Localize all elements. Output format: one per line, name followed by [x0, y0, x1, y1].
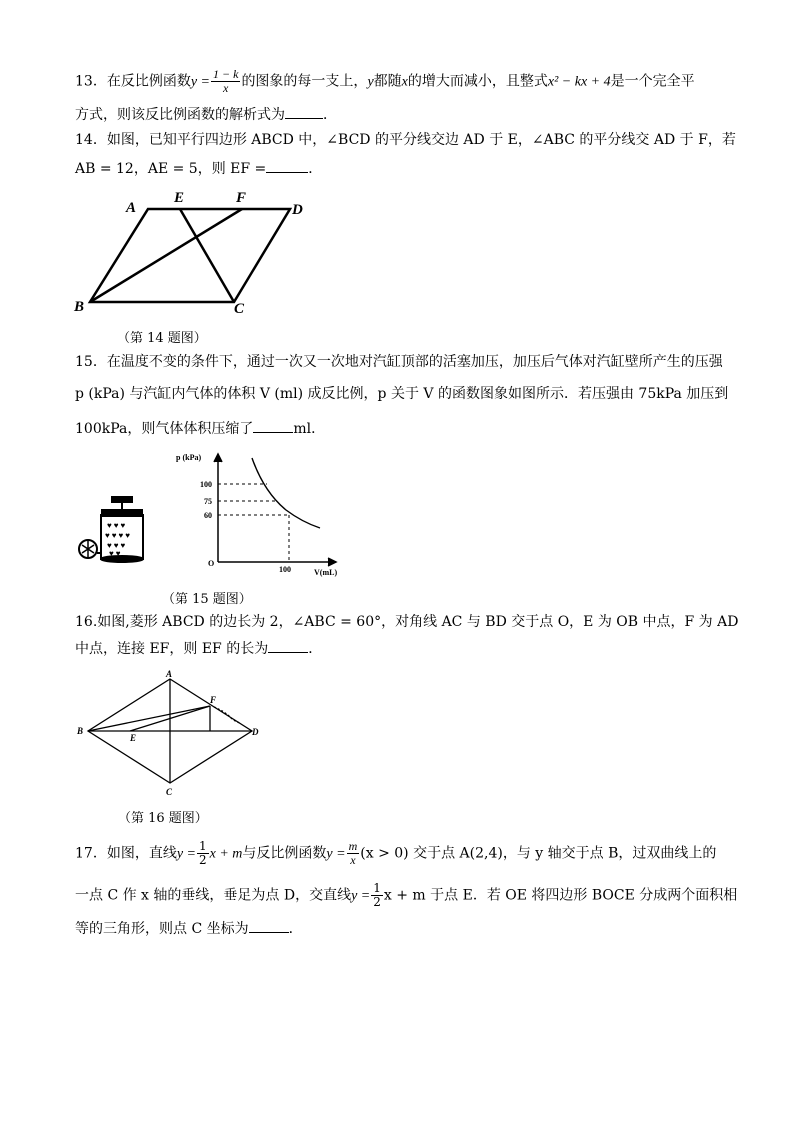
q14-line1 — [75, 130, 736, 150]
q15-line1-text: 15．在温度不变的条件下，通过一次又一次地对汽缸顶部的活塞加压，加压后气体对汽缸壁所产生的压强 — [75, 354, 723, 370]
label-B: B — [74, 299, 85, 315]
q13-polynomial: x² − kx + 4 — [547, 74, 611, 90]
q17-line2-half-denominator: 2 — [373, 895, 381, 909]
q16-line2-text: 中点，连接 EF，则 EF 的长为 — [75, 641, 269, 657]
q17-line3 — [75, 918, 303, 939]
q17-line2-text-b: x + m 于点 E．若 OE 将四边形 BOCE 分成两个面积相 — [383, 887, 738, 904]
q14-line1-text: 14．如图，已知平行四边形 ABCD 中，∠BCD 的平分线交边 AD 于 E，∠ABC 的平分线交 AD 于 F，若 — [75, 132, 736, 148]
q17-m-denominator: x — [350, 853, 356, 867]
q17-line2-half-numerator: 1 — [373, 881, 381, 895]
label-A: A — [126, 200, 137, 216]
q15-caption: （第 15 题图） — [162, 592, 252, 607]
q14-caption: （第 14 题图） — [117, 331, 207, 346]
q13-var-x: x — [401, 74, 408, 90]
q17-answer-blank[interactable] — [249, 918, 289, 933]
q13-text-c: 都随 — [373, 73, 402, 90]
q17-half-numerator: 1 — [199, 839, 207, 853]
q14-line2-text: AB = 12，AE = 5，则 EF = — [75, 161, 267, 177]
q17-m-fraction — [347, 840, 360, 867]
q17-line-y: y = — [176, 846, 196, 862]
q17-m-numerator: m — [348, 839, 358, 853]
q13-line2-text: 方式，则该反比例函数的解析式为 — [75, 107, 285, 123]
q17-line2-text-a: 一点 C 作 x 轴的垂线，垂足为点 D，交直线 — [75, 887, 352, 904]
q17-text-b: 与反比例函数 — [242, 845, 327, 862]
inverse-curve — [252, 458, 320, 528]
q17-inverse-y: y = — [326, 846, 346, 862]
q15-cylinder-illustration — [74, 495, 154, 565]
q15-line3 — [75, 418, 325, 439]
label-F: F — [236, 190, 247, 206]
svg-text:♥ ♥: ♥ ♥ — [109, 549, 121, 558]
svg-text:♥ ♥ ♥ ♥: ♥ ♥ ♥ ♥ — [105, 531, 130, 540]
q16-line1 — [75, 612, 738, 632]
label-A: A — [166, 669, 173, 679]
q13-text-b: 的图象的每一支上， — [241, 73, 368, 90]
q15-answer-blank[interactable] — [253, 418, 293, 433]
q16-answer-blank[interactable] — [268, 638, 308, 653]
q17-line1 — [75, 840, 716, 867]
label-E: E — [174, 190, 185, 206]
graph-ytick-75: 75 — [204, 497, 212, 506]
q16-end: ． — [308, 641, 323, 657]
q14-line2 — [75, 158, 322, 179]
q17-end: ． — [288, 921, 303, 937]
q16-line2 — [75, 638, 322, 659]
q13-answer-blank[interactable] — [285, 104, 323, 119]
q14-parallelogram-figure — [70, 185, 320, 320]
graph-ylabel: p (kPa) — [176, 453, 202, 462]
q13-line1 — [75, 68, 695, 95]
q13-fraction-denominator: x — [223, 81, 229, 95]
q13-fraction-numerator: 1 − k — [213, 67, 239, 81]
q14-end: ． — [308, 161, 323, 177]
q16-caption: （第 16 题图） — [118, 811, 208, 826]
q15-line2-text: p (kPa) 与汽缸内气体的体积 V (ml) 成反比例，p 关于 V 的函数图象如图所示．若压强由 75kPa 加压到 — [75, 386, 729, 402]
q13-text-e: 是一个完全平 — [610, 73, 695, 90]
q13-var-y: y — [367, 74, 374, 90]
q15-pressure-volume-graph — [168, 448, 348, 578]
q17-line2-half — [371, 882, 383, 909]
q13-line2 — [75, 104, 337, 125]
graph-ytick-60: 60 — [204, 511, 212, 520]
label-D: D — [292, 202, 303, 218]
svg-text:♥ ♥ ♥: ♥ ♥ ♥ — [107, 521, 126, 530]
q13-fraction — [211, 68, 240, 95]
label-C: C — [234, 301, 245, 317]
q15-line3-unit: ml． — [293, 421, 326, 437]
q15-line2 — [75, 384, 728, 404]
q14-answer-blank[interactable] — [266, 158, 308, 173]
bisector-ce — [180, 209, 234, 302]
q17-text-c: (x > 0) 交于点 A(2,4)，与 y 轴交于点 B，过双曲线上的 — [360, 845, 717, 862]
parallelogram-abcd — [90, 209, 290, 302]
graph-origin: O — [208, 559, 215, 568]
q17-line3-text: 等的三角形，则点 C 坐标为 — [75, 921, 249, 937]
q17-half-fraction — [197, 840, 209, 867]
graph-xlabel: V(mL) — [314, 568, 338, 577]
bisector-bf — [90, 209, 242, 302]
label-B: B — [77, 726, 84, 736]
q13-function-y: y = — [190, 74, 210, 90]
q15-line1 — [75, 352, 723, 372]
label-C: C — [166, 787, 173, 797]
q17-half-denominator: 2 — [199, 853, 207, 867]
q17-line-rest: x + m — [209, 846, 243, 862]
q13-text-a: 13．在反比例函数 — [75, 73, 191, 90]
svg-text:♥ ♥ ♥: ♥ ♥ ♥ — [107, 541, 126, 550]
q17-text-a: 17．如图，直线 — [75, 845, 177, 862]
label-F: F — [210, 695, 217, 705]
q13-end: ． — [323, 107, 337, 123]
q17-line2 — [75, 882, 737, 909]
label-E: E — [130, 733, 137, 743]
graph-ytick-100: 100 — [200, 480, 212, 489]
q13-text-d: 的增大而减小，且整式 — [407, 73, 548, 90]
q16-rhombus-figure — [74, 667, 274, 799]
graph-xtick-100: 100 — [279, 565, 291, 574]
q16-line1-text: 16.如图,菱形 ABCD 的边长为 2，∠ABC = 60°，对角线 AC 与 BD 交于点 O，E 为 OB 中点，F 为 AD — [75, 614, 739, 630]
label-D: D — [252, 727, 259, 737]
q17-line2-y: y = — [351, 888, 371, 904]
q15-line3-text: 100kPa，则气体体积压缩了 — [75, 421, 254, 437]
